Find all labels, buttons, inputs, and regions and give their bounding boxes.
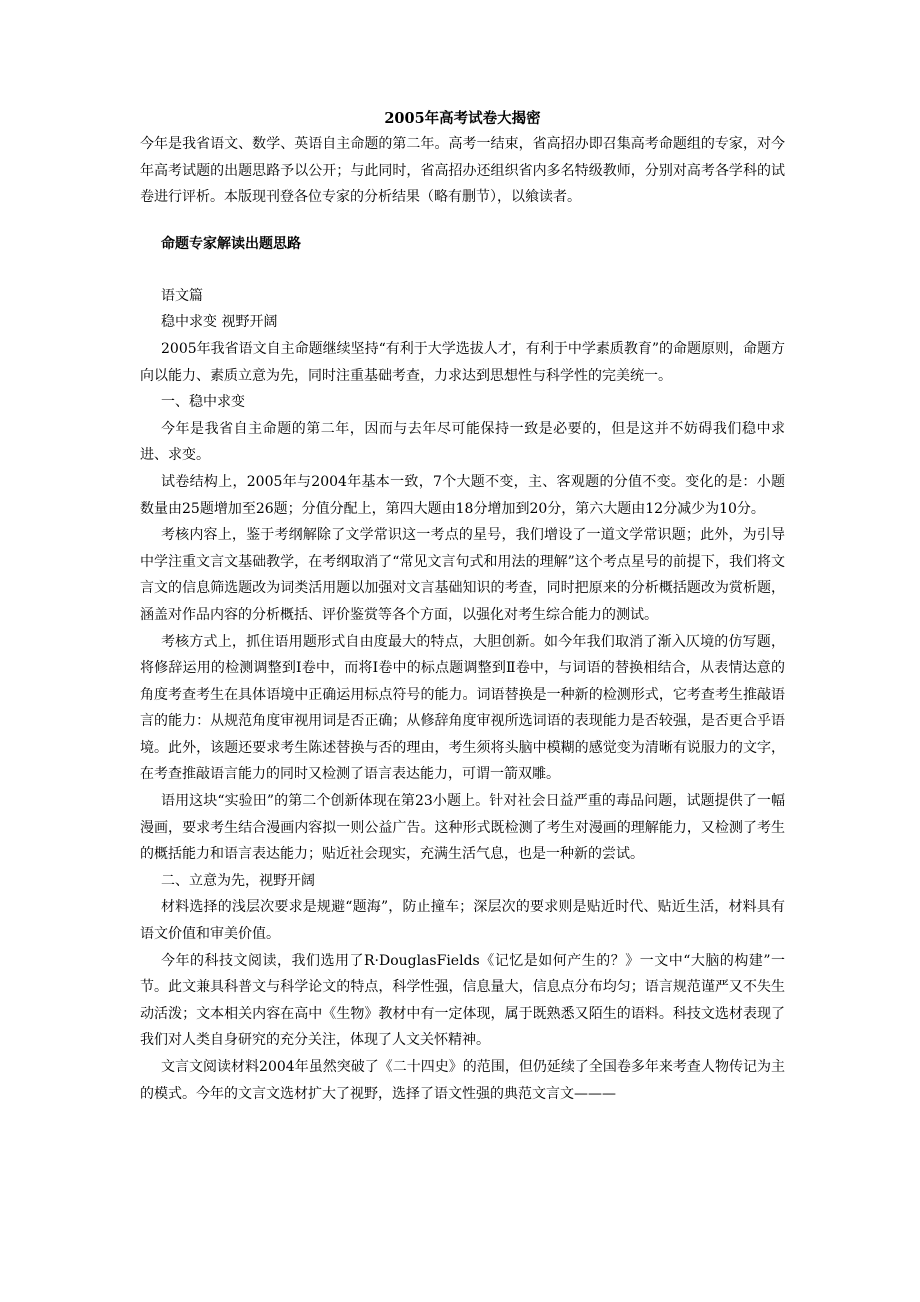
document-page xyxy=(140,108,785,1107)
subsection-title: 语文篇 xyxy=(161,287,203,304)
body-paragraph: 试卷结构上，2005年与2004年基本一致，7个大题不变，主、客观题的分值不变。变化的是：小题数量由25题增加至26题；分值分配上，第四大题由18分增加到20分，第六大题由12分减少为10分。 xyxy=(140,473,785,517)
body-paragraph: 考核内容上，鉴于考纲解除了文学常识这一考点的星号，我们增设了一道文学常识题；此外，为引导中学注重文言文基础教学，在考纲取消了“常见文言句式和用法的理解”这个考点星号的前提下，我们将文言文的信息筛选题改为词类活用题以加强对文言基础知识的考查，同时把原来的分析概括题改为赏析题，涵盖对作品内容的分析概括、评价鉴赏等各个方面，以强化对考生综合能力的测试。 xyxy=(140,527,785,623)
body-paragraph: 材料选择的浅层次要求是规避“题海”，防止撞车；深层次的要求则是贴近时代、贴近生活，材料具有语文价值和审美价值。 xyxy=(140,899,785,943)
body-paragraph: 今年是我省自主命题的第二年，因而与去年尽可能保持一致是必要的，但是这并不妨碍我们稳中求进、求变。 xyxy=(140,420,785,464)
heading-stable-change: 一、稳中求变 xyxy=(161,394,245,411)
section-heading: 命题专家解读出题思路 xyxy=(161,235,301,252)
body-paragraph: 语用这块“实验田”的第二个创新体现在第23小题上。针对社会日益严重的毒品问题，试题提供了一幅漫画，要求考生结合漫画内容拟一则公益广告。这种形式既检测了考生对漫画的理解能力，又检测了考生的概括能力和语言表达能力；贴近社会现实，充满生活气息，也是一种新的尝试。 xyxy=(140,793,785,863)
intro-paragraph: 今年是我省语文、数学、英语自主命题的第二年。高考一结束，省高招办即召集高考命题组的专家，对今年高考试题的出题思路予以公开；与此同时，省高招办还组织省内多名特级教师，分别对高考各学科的试卷进行评析。本版现刊登各位专家的分析结果（略有删节），以飨读者。 xyxy=(140,136,785,206)
body-paragraph: 今年的科技文阅读，我们选用了R·DouglasFields《记忆是如何产生的？》一文中“大脑的构建”一节。此文兼具科普文与科学论文的特点，科学性强，信息量大，信息点分布均匀；语言规范谨严又不失生动活泼；文本相关内容在高中《生物》教材中有一定体现，属于既熟悉又陌生的语料。科技文选材表现了我们对人类自身研究的充分关注，体现了人文关怀精神。 xyxy=(140,952,785,1049)
document-title: 2005年高考试卷大揭密 xyxy=(384,110,541,127)
subsection-subtitle: 稳中求变 视野开阔 xyxy=(161,314,278,331)
chinese-subsection xyxy=(140,283,785,1107)
heading-concept-first: 二、立意为先，视野开阔 xyxy=(161,872,315,889)
body-paragraph: 考核方式上，抓住语用题形式自由度最大的特点，大胆创新。如今年我们取消了渐入仄境的仿写题，将修辞运用的检测调整到Ⅰ卷中，而将Ⅰ卷中的标点题调整到Ⅱ卷中，与词语的替换相结合，从表情达意的角度考查考生在具体语境中正确运用标点符号的能力。词语替换是一种新的检测形式，它考查考生推敲语言的能力：从规范角度审视用词是否正确；从修辞角度审视所选词语的表现能力是否较强，是否更合乎语境。此外，该题还要求考生陈述替换与否的理由，考生须将头脑中模糊的感觉变为清晰有说服力的文字，在考查推敲语言能力的同时又检测了语言表达能力，可谓一箭双雕。 xyxy=(140,633,785,783)
body-paragraph: 2005年我省语文自主命题继续坚持“有利于大学选拔人才，有利于中学素质教育”的命题原则，命题方向以能力、素质立意为先，同时注重基础考查，力求达到思想性与科学性的完美统一。 xyxy=(140,340,785,384)
body-paragraph: 文言文阅读材料2004年虽然突破了《二十四史》的范围，但仍延续了全国卷多年来考查人物传记为主的模式。今年的文言文选材扩大了视野，选择了语文性强的典范文言文——— xyxy=(140,1059,785,1102)
